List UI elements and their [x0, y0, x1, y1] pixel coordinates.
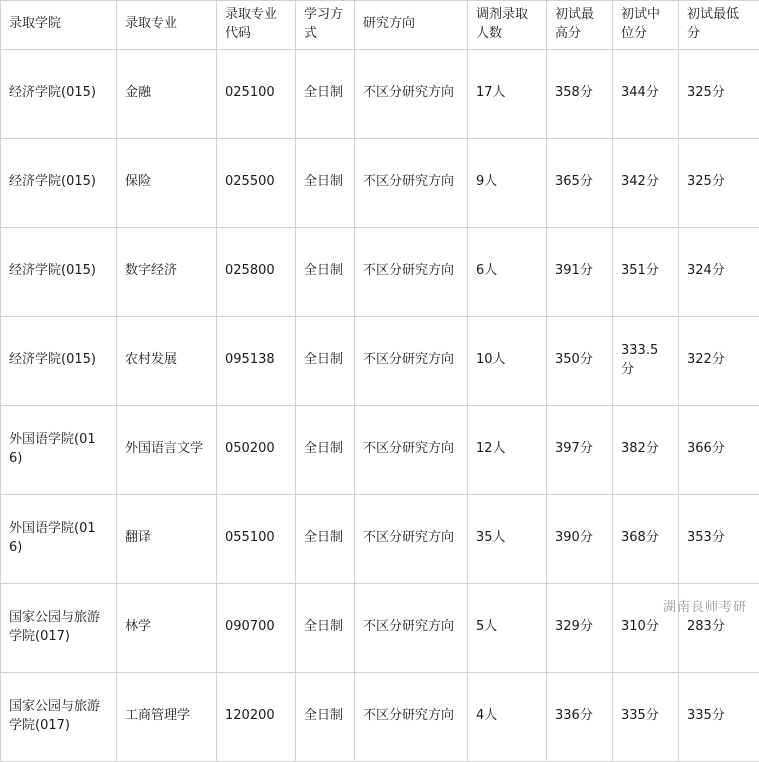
- cell-highest-score: 358分: [547, 49, 613, 138]
- cell-major: 保险: [117, 138, 217, 227]
- cell-major: 林学: [117, 583, 217, 672]
- cell-major: 金融: [117, 49, 217, 138]
- table-header-row: [1, 1, 759, 50]
- cell-median-score: 310分: [613, 583, 679, 672]
- cell-highest-score: 365分: [547, 138, 613, 227]
- cell-lowest-score: 366分: [679, 405, 759, 494]
- cell-adjusted-count: 9人: [468, 138, 547, 227]
- column-header-major-code: 录取专业代码: [217, 1, 296, 50]
- cell-median-score: 344分: [613, 49, 679, 138]
- cell-study-mode: 全日制: [296, 494, 355, 583]
- cell-adjusted-count: 4人: [468, 672, 547, 761]
- cell-lowest-score: 283分: [679, 583, 759, 672]
- cell-study-mode: 全日制: [296, 49, 355, 138]
- cell-college: 经济学院(015): [1, 138, 117, 227]
- table-row: [1, 138, 759, 227]
- cell-major: 外国语言文学: [117, 405, 217, 494]
- cell-lowest-score: 324分: [679, 227, 759, 316]
- cell-research-direction: 不区分研究方向: [355, 49, 468, 138]
- cell-research-direction: 不区分研究方向: [355, 672, 468, 761]
- table-row: [1, 316, 759, 405]
- cell-median-score: 333.5分: [613, 316, 679, 405]
- cell-research-direction: 不区分研究方向: [355, 405, 468, 494]
- column-header-adjusted-count: 调剂录取人数: [468, 1, 547, 50]
- cell-adjusted-count: 6人: [468, 227, 547, 316]
- cell-adjusted-count: 5人: [468, 583, 547, 672]
- table-header: [1, 1, 759, 50]
- cell-study-mode: 全日制: [296, 316, 355, 405]
- cell-highest-score: 329分: [547, 583, 613, 672]
- column-header-college: 录取学院: [1, 1, 117, 50]
- cell-major: 翻译: [117, 494, 217, 583]
- cell-major-code: 120200: [217, 672, 296, 761]
- cell-study-mode: 全日制: [296, 138, 355, 227]
- column-header-lowest-score: 初试最低分: [679, 1, 759, 50]
- column-header-study-mode: 学习方式: [296, 1, 355, 50]
- cell-study-mode: 全日制: [296, 672, 355, 761]
- table-row: [1, 672, 759, 761]
- cell-highest-score: 336分: [547, 672, 613, 761]
- cell-adjusted-count: 17人: [468, 49, 547, 138]
- table-row: [1, 494, 759, 583]
- table-row: [1, 583, 759, 672]
- cell-college: 外国语学院(016): [1, 494, 117, 583]
- cell-major-code: 095138: [217, 316, 296, 405]
- cell-major: 数字经济: [117, 227, 217, 316]
- cell-college: 经济学院(015): [1, 316, 117, 405]
- cell-major-code: 090700: [217, 583, 296, 672]
- cell-research-direction: 不区分研究方向: [355, 494, 468, 583]
- cell-research-direction: 不区分研究方向: [355, 227, 468, 316]
- cell-study-mode: 全日制: [296, 227, 355, 316]
- cell-adjusted-count: 35人: [468, 494, 547, 583]
- cell-college: 国家公园与旅游学院(017): [1, 583, 117, 672]
- cell-major: 农村发展: [117, 316, 217, 405]
- cell-major-code: 025100: [217, 49, 296, 138]
- cell-median-score: 342分: [613, 138, 679, 227]
- column-header-median-score: 初试中位分: [613, 1, 679, 50]
- cell-college: 经济学院(015): [1, 49, 117, 138]
- cell-highest-score: 390分: [547, 494, 613, 583]
- cell-major-code: 050200: [217, 405, 296, 494]
- table-row: [1, 227, 759, 316]
- column-header-highest-score: 初试最高分: [547, 1, 613, 50]
- cell-median-score: 382分: [613, 405, 679, 494]
- cell-study-mode: 全日制: [296, 405, 355, 494]
- cell-lowest-score: 322分: [679, 316, 759, 405]
- cell-adjusted-count: 12人: [468, 405, 547, 494]
- cell-college: 外国语学院(016): [1, 405, 117, 494]
- cell-major-code: 025500: [217, 138, 296, 227]
- cell-lowest-score: 353分: [679, 494, 759, 583]
- cell-major: 工商管理学: [117, 672, 217, 761]
- cell-highest-score: 397分: [547, 405, 613, 494]
- table-row: [1, 405, 759, 494]
- cell-highest-score: 350分: [547, 316, 613, 405]
- cell-median-score: 351分: [613, 227, 679, 316]
- cell-research-direction: 不区分研究方向: [355, 138, 468, 227]
- cell-lowest-score: 335分: [679, 672, 759, 761]
- column-header-research-direction: 研究方向: [355, 1, 468, 50]
- cell-research-direction: 不区分研究方向: [355, 316, 468, 405]
- watermark: 湖南良师考研: [663, 596, 747, 615]
- cell-college: 国家公园与旅游学院(017): [1, 672, 117, 761]
- cell-median-score: 335分: [613, 672, 679, 761]
- cell-college: 经济学院(015): [1, 227, 117, 316]
- cell-highest-score: 391分: [547, 227, 613, 316]
- cell-lowest-score: 325分: [679, 49, 759, 138]
- table-row: [1, 49, 759, 138]
- cell-research-direction: 不区分研究方向: [355, 583, 468, 672]
- column-header-major: 录取专业: [117, 1, 217, 50]
- table-body: [1, 49, 759, 761]
- cell-adjusted-count: 10人: [468, 316, 547, 405]
- cell-study-mode: 全日制: [296, 583, 355, 672]
- cell-major-code: 025800: [217, 227, 296, 316]
- cell-median-score: 368分: [613, 494, 679, 583]
- cell-major-code: 055100: [217, 494, 296, 583]
- cell-lowest-score: 325分: [679, 138, 759, 227]
